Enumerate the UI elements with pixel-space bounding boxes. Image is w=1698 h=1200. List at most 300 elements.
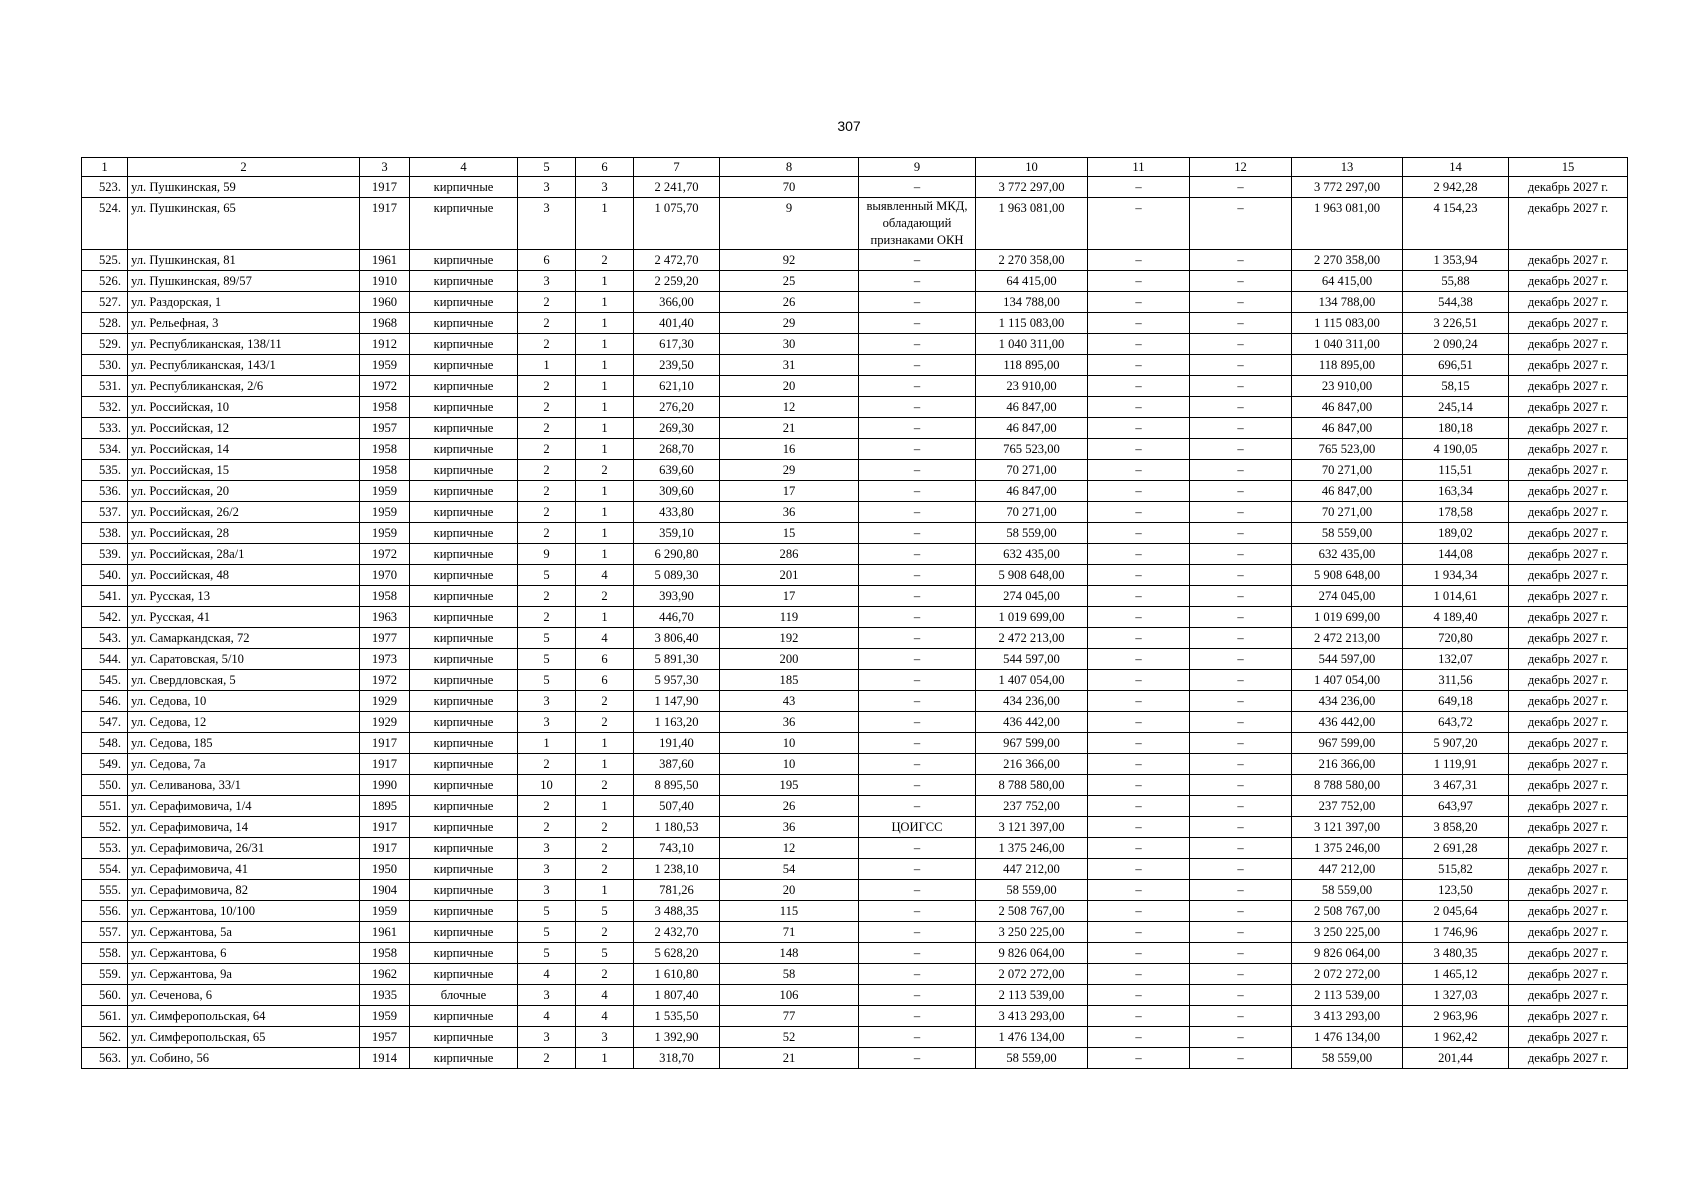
floors-cell: 2	[518, 586, 576, 607]
residents-cell: 17	[720, 481, 859, 502]
unit-cost-cell: 1 962,42	[1403, 1027, 1509, 1048]
owners-cost-cell: 2 508 767,00	[1292, 901, 1403, 922]
table-row	[82, 397, 1628, 418]
fund-cost-cell: –	[1088, 607, 1190, 628]
table-row	[82, 649, 1628, 670]
area-cell: 433,80	[634, 502, 720, 523]
year-cell: 1970	[360, 565, 410, 586]
budget-cost-cell: –	[1190, 691, 1292, 712]
area-cell: 191,40	[634, 733, 720, 754]
unit-cost-cell: 311,56	[1403, 670, 1509, 691]
table-row	[82, 670, 1628, 691]
address-cell: ул. Пушкинская, 81	[128, 250, 360, 271]
wall-material-cell: кирпичные	[410, 880, 518, 901]
total-cost-cell: 70 271,00	[976, 502, 1088, 523]
residents-cell: 36	[720, 817, 859, 838]
floors-cell: 2	[518, 502, 576, 523]
table-row	[82, 880, 1628, 901]
entrances-cell: 4	[576, 628, 634, 649]
owners-cost-cell: 70 271,00	[1292, 502, 1403, 523]
unit-cost-cell: 1 746,96	[1403, 922, 1509, 943]
budget-cost-cell: –	[1190, 775, 1292, 796]
column-number: 9	[859, 158, 976, 177]
row-number: 535.	[82, 460, 128, 481]
area-cell: 1 147,90	[634, 691, 720, 712]
residents-cell: 30	[720, 334, 859, 355]
wall-material-cell: кирпичные	[410, 838, 518, 859]
year-cell: 1961	[360, 250, 410, 271]
floors-cell: 1	[518, 355, 576, 376]
fund-cost-cell: –	[1088, 985, 1190, 1006]
wall-material-cell: кирпичные	[410, 313, 518, 334]
deadline-cell: декабрь 2027 г.	[1509, 733, 1628, 754]
total-cost-cell: 1 040 311,00	[976, 334, 1088, 355]
entrances-cell: 1	[576, 292, 634, 313]
entrances-cell: 1	[576, 1048, 634, 1069]
wall-material-cell: кирпичные	[410, 418, 518, 439]
address-cell: ул. Российская, 26/2	[128, 502, 360, 523]
status-cell: –	[859, 607, 976, 628]
fund-cost-cell: –	[1088, 796, 1190, 817]
address-cell: ул. Республиканская, 2/6	[128, 376, 360, 397]
status-cell: –	[859, 943, 976, 964]
owners-cost-cell: 237 752,00	[1292, 796, 1403, 817]
residents-cell: 36	[720, 712, 859, 733]
floors-cell: 1	[518, 733, 576, 754]
year-cell: 1968	[360, 313, 410, 334]
owners-cost-cell: 58 559,00	[1292, 1048, 1403, 1069]
owners-cost-cell: 3 772 297,00	[1292, 177, 1403, 198]
area-cell: 3 806,40	[634, 628, 720, 649]
wall-material-cell: кирпичные	[410, 964, 518, 985]
wall-material-cell: кирпичные	[410, 481, 518, 502]
area-cell: 309,60	[634, 481, 720, 502]
address-cell: ул. Рельефная, 3	[128, 313, 360, 334]
deadline-cell: декабрь 2027 г.	[1509, 796, 1628, 817]
fund-cost-cell: –	[1088, 439, 1190, 460]
year-cell: 1957	[360, 1027, 410, 1048]
residents-cell: 15	[720, 523, 859, 544]
entrances-cell: 1	[576, 544, 634, 565]
fund-cost-cell: –	[1088, 838, 1190, 859]
residents-cell: 29	[720, 460, 859, 481]
unit-cost-cell: 2 691,28	[1403, 838, 1509, 859]
column-number: 10	[976, 158, 1088, 177]
unit-cost-cell: 3 480,35	[1403, 943, 1509, 964]
table-row	[82, 964, 1628, 985]
table-row	[82, 250, 1628, 271]
row-number: 524.	[82, 198, 128, 250]
year-cell: 1972	[360, 670, 410, 691]
owners-cost-cell: 765 523,00	[1292, 439, 1403, 460]
floors-cell: 2	[518, 523, 576, 544]
year-cell: 1962	[360, 964, 410, 985]
row-number: 539.	[82, 544, 128, 565]
budget-cost-cell: –	[1190, 565, 1292, 586]
floors-cell: 2	[518, 817, 576, 838]
residents-cell: 17	[720, 586, 859, 607]
status-cell: –	[859, 691, 976, 712]
budget-cost-cell: –	[1190, 880, 1292, 901]
residents-cell: 195	[720, 775, 859, 796]
year-cell: 1959	[360, 481, 410, 502]
owners-cost-cell: 8 788 580,00	[1292, 775, 1403, 796]
owners-cost-cell: 46 847,00	[1292, 397, 1403, 418]
residents-cell: 77	[720, 1006, 859, 1027]
row-number: 552.	[82, 817, 128, 838]
status-cell: –	[859, 334, 976, 355]
fund-cost-cell: –	[1088, 859, 1190, 880]
wall-material-cell: кирпичные	[410, 691, 518, 712]
deadline-cell: декабрь 2027 г.	[1509, 712, 1628, 733]
row-number: 554.	[82, 859, 128, 880]
deadline-cell: декабрь 2027 г.	[1509, 880, 1628, 901]
budget-cost-cell: –	[1190, 460, 1292, 481]
column-number: 14	[1403, 158, 1509, 177]
area-cell: 239,50	[634, 355, 720, 376]
status-cell: –	[859, 985, 976, 1006]
status-cell: –	[859, 376, 976, 397]
floors-cell: 3	[518, 691, 576, 712]
status-cell: –	[859, 733, 976, 754]
row-number: 538.	[82, 523, 128, 544]
total-cost-cell: 2 472 213,00	[976, 628, 1088, 649]
residents-cell: 16	[720, 439, 859, 460]
total-cost-cell: 58 559,00	[976, 523, 1088, 544]
owners-cost-cell: 632 435,00	[1292, 544, 1403, 565]
address-cell: ул. Седова, 185	[128, 733, 360, 754]
area-cell: 269,30	[634, 418, 720, 439]
status-cell: выявленный МКД, обладающий признаками ОКН	[859, 198, 976, 250]
floors-cell: 2	[518, 607, 576, 628]
total-cost-cell: 46 847,00	[976, 418, 1088, 439]
row-number: 560.	[82, 985, 128, 1006]
unit-cost-cell: 1 119,91	[1403, 754, 1509, 775]
residents-cell: 36	[720, 502, 859, 523]
table-row	[82, 733, 1628, 754]
deadline-cell: декабрь 2027 г.	[1509, 418, 1628, 439]
residents-cell: 10	[720, 733, 859, 754]
row-number: 537.	[82, 502, 128, 523]
floors-cell: 2	[518, 796, 576, 817]
address-cell: ул. Самаркандская, 72	[128, 628, 360, 649]
area-cell: 268,70	[634, 439, 720, 460]
residents-cell: 12	[720, 397, 859, 418]
row-number: 563.	[82, 1048, 128, 1069]
owners-cost-cell: 3 250 225,00	[1292, 922, 1403, 943]
address-cell: ул. Российская, 28	[128, 523, 360, 544]
residents-cell: 9	[720, 198, 859, 250]
year-cell: 1973	[360, 649, 410, 670]
wall-material-cell: кирпичные	[410, 586, 518, 607]
status-cell: –	[859, 481, 976, 502]
row-number: 543.	[82, 628, 128, 649]
area-cell: 401,40	[634, 313, 720, 334]
column-number: 6	[576, 158, 634, 177]
fund-cost-cell: –	[1088, 198, 1190, 250]
year-cell: 1963	[360, 607, 410, 628]
unit-cost-cell: 2 963,96	[1403, 1006, 1509, 1027]
row-number: 542.	[82, 607, 128, 628]
row-number: 558.	[82, 943, 128, 964]
table-row	[82, 544, 1628, 565]
deadline-cell: декабрь 2027 г.	[1509, 271, 1628, 292]
residents-cell: 31	[720, 355, 859, 376]
row-number: 525.	[82, 250, 128, 271]
year-cell: 1950	[360, 859, 410, 880]
year-cell: 1958	[360, 460, 410, 481]
table-row	[82, 607, 1628, 628]
area-cell: 1 807,40	[634, 985, 720, 1006]
wall-material-cell: кирпичные	[410, 250, 518, 271]
area-cell: 5 957,30	[634, 670, 720, 691]
floors-cell: 3	[518, 985, 576, 1006]
deadline-cell: декабрь 2027 г.	[1509, 1006, 1628, 1027]
address-cell: ул. Седова, 10	[128, 691, 360, 712]
wall-material-cell: кирпичные	[410, 355, 518, 376]
residents-cell: 119	[720, 607, 859, 628]
area-cell: 1 075,70	[634, 198, 720, 250]
unit-cost-cell: 245,14	[1403, 397, 1509, 418]
area-cell: 1 163,20	[634, 712, 720, 733]
wall-material-cell: кирпичные	[410, 901, 518, 922]
budget-cost-cell: –	[1190, 418, 1292, 439]
status-cell: –	[859, 565, 976, 586]
entrances-cell: 1	[576, 523, 634, 544]
entrances-cell: 1	[576, 796, 634, 817]
floors-cell: 2	[518, 397, 576, 418]
total-cost-cell: 1 407 054,00	[976, 670, 1088, 691]
wall-material-cell: кирпичные	[410, 712, 518, 733]
year-cell: 1959	[360, 1006, 410, 1027]
total-cost-cell: 2 072 272,00	[976, 964, 1088, 985]
status-cell: –	[859, 859, 976, 880]
entrances-cell: 2	[576, 460, 634, 481]
unit-cost-cell: 4 154,23	[1403, 198, 1509, 250]
status-cell: –	[859, 271, 976, 292]
owners-cost-cell: 274 045,00	[1292, 586, 1403, 607]
table-row	[82, 565, 1628, 586]
floors-cell: 3	[518, 880, 576, 901]
fund-cost-cell: –	[1088, 313, 1190, 334]
address-cell: ул. Русская, 41	[128, 607, 360, 628]
residents-cell: 29	[720, 313, 859, 334]
row-number: 546.	[82, 691, 128, 712]
residents-cell: 26	[720, 796, 859, 817]
fund-cost-cell: –	[1088, 964, 1190, 985]
address-cell: ул. Сержантова, 10/100	[128, 901, 360, 922]
unit-cost-cell: 3 858,20	[1403, 817, 1509, 838]
floors-cell: 2	[518, 439, 576, 460]
owners-cost-cell: 1 375 246,00	[1292, 838, 1403, 859]
unit-cost-cell: 3 467,31	[1403, 775, 1509, 796]
budget-cost-cell: –	[1190, 544, 1292, 565]
unit-cost-cell: 3 226,51	[1403, 313, 1509, 334]
year-cell: 1972	[360, 544, 410, 565]
residents-cell: 26	[720, 292, 859, 313]
table-row	[82, 859, 1628, 880]
table-row	[82, 292, 1628, 313]
entrances-cell: 1	[576, 376, 634, 397]
row-number: 541.	[82, 586, 128, 607]
table-row	[82, 712, 1628, 733]
deadline-cell: декабрь 2027 г.	[1509, 901, 1628, 922]
address-cell: ул. Сержантова, 6	[128, 943, 360, 964]
area-cell: 2 432,70	[634, 922, 720, 943]
floors-cell: 5	[518, 901, 576, 922]
area-cell: 2 472,70	[634, 250, 720, 271]
table-row	[82, 817, 1628, 838]
total-cost-cell: 1 019 699,00	[976, 607, 1088, 628]
year-cell: 1929	[360, 691, 410, 712]
owners-cost-cell: 2 270 358,00	[1292, 250, 1403, 271]
fund-cost-cell: –	[1088, 334, 1190, 355]
residents-cell: 58	[720, 964, 859, 985]
table-row	[82, 334, 1628, 355]
table-row	[82, 691, 1628, 712]
area-cell: 387,60	[634, 754, 720, 775]
status-cell: –	[859, 586, 976, 607]
entrances-cell: 2	[576, 817, 634, 838]
fund-cost-cell: –	[1088, 586, 1190, 607]
owners-cost-cell: 64 415,00	[1292, 271, 1403, 292]
budget-cost-cell: –	[1190, 271, 1292, 292]
year-cell: 1958	[360, 397, 410, 418]
fund-cost-cell: –	[1088, 1006, 1190, 1027]
budget-cost-cell: –	[1190, 334, 1292, 355]
address-cell: ул. Российская, 15	[128, 460, 360, 481]
table-row	[82, 796, 1628, 817]
residents-cell: 201	[720, 565, 859, 586]
table-row	[82, 355, 1628, 376]
status-cell: –	[859, 355, 976, 376]
residents-cell: 185	[720, 670, 859, 691]
deadline-cell: декабрь 2027 г.	[1509, 523, 1628, 544]
deadline-cell: декабрь 2027 г.	[1509, 859, 1628, 880]
total-cost-cell: 2 270 358,00	[976, 250, 1088, 271]
year-cell: 1917	[360, 754, 410, 775]
unit-cost-cell: 2 942,28	[1403, 177, 1509, 198]
unit-cost-cell: 4 189,40	[1403, 607, 1509, 628]
address-cell: ул. Республиканская, 143/1	[128, 355, 360, 376]
row-number: 532.	[82, 397, 128, 418]
unit-cost-cell: 163,34	[1403, 481, 1509, 502]
total-cost-cell: 2 113 539,00	[976, 985, 1088, 1006]
wall-material-cell: кирпичные	[410, 565, 518, 586]
total-cost-cell: 1 963 081,00	[976, 198, 1088, 250]
fund-cost-cell: –	[1088, 565, 1190, 586]
fund-cost-cell: –	[1088, 901, 1190, 922]
floors-cell: 3	[518, 198, 576, 250]
floors-cell: 3	[518, 859, 576, 880]
column-number-row	[82, 158, 1628, 177]
wall-material-cell: кирпичные	[410, 1048, 518, 1069]
deadline-cell: декабрь 2027 г.	[1509, 1048, 1628, 1069]
area-cell: 393,90	[634, 586, 720, 607]
floors-cell: 2	[518, 376, 576, 397]
floors-cell: 3	[518, 838, 576, 859]
total-cost-cell: 765 523,00	[976, 439, 1088, 460]
wall-material-cell: кирпичные	[410, 460, 518, 481]
status-cell: –	[859, 177, 976, 198]
total-cost-cell: 2 508 767,00	[976, 901, 1088, 922]
area-cell: 1 535,50	[634, 1006, 720, 1027]
table-row	[82, 523, 1628, 544]
deadline-cell: декабрь 2027 г.	[1509, 649, 1628, 670]
total-cost-cell: 447 212,00	[976, 859, 1088, 880]
entrances-cell: 4	[576, 1006, 634, 1027]
entrances-cell: 5	[576, 943, 634, 964]
entrances-cell: 6	[576, 649, 634, 670]
floors-cell: 4	[518, 1006, 576, 1027]
owners-cost-cell: 216 366,00	[1292, 754, 1403, 775]
deadline-cell: декабрь 2027 г.	[1509, 439, 1628, 460]
unit-cost-cell: 144,08	[1403, 544, 1509, 565]
floors-cell: 3	[518, 271, 576, 292]
fund-cost-cell: –	[1088, 880, 1190, 901]
deadline-cell: декабрь 2027 г.	[1509, 964, 1628, 985]
owners-cost-cell: 434 236,00	[1292, 691, 1403, 712]
status-cell: –	[859, 313, 976, 334]
year-cell: 1917	[360, 838, 410, 859]
table-row	[82, 943, 1628, 964]
budget-cost-cell: –	[1190, 177, 1292, 198]
deadline-cell: декабрь 2027 г.	[1509, 922, 1628, 943]
status-cell: –	[859, 922, 976, 943]
residents-cell: 43	[720, 691, 859, 712]
status-cell: –	[859, 439, 976, 460]
address-cell: ул. Серафимовича, 26/31	[128, 838, 360, 859]
fund-cost-cell: –	[1088, 250, 1190, 271]
table-row	[82, 376, 1628, 397]
budget-cost-cell: –	[1190, 838, 1292, 859]
address-cell: ул. Сержантова, 9а	[128, 964, 360, 985]
deadline-cell: декабрь 2027 г.	[1509, 628, 1628, 649]
area-cell: 5 628,20	[634, 943, 720, 964]
fund-cost-cell: –	[1088, 628, 1190, 649]
status-cell: –	[859, 1006, 976, 1027]
fund-cost-cell: –	[1088, 544, 1190, 565]
budget-cost-cell: –	[1190, 313, 1292, 334]
owners-cost-cell: 3 413 293,00	[1292, 1006, 1403, 1027]
residents-cell: 21	[720, 418, 859, 439]
area-cell: 318,70	[634, 1048, 720, 1069]
entrances-cell: 2	[576, 859, 634, 880]
area-cell: 1 392,90	[634, 1027, 720, 1048]
deadline-cell: декабрь 2027 г.	[1509, 481, 1628, 502]
owners-cost-cell: 46 847,00	[1292, 481, 1403, 502]
wall-material-cell: кирпичные	[410, 670, 518, 691]
unit-cost-cell: 1 014,61	[1403, 586, 1509, 607]
table-row	[82, 177, 1628, 198]
entrances-cell: 1	[576, 754, 634, 775]
column-number: 4	[410, 158, 518, 177]
fund-cost-cell: –	[1088, 775, 1190, 796]
residents-cell: 286	[720, 544, 859, 565]
table-row	[82, 313, 1628, 334]
address-cell: ул. Саратовская, 5/10	[128, 649, 360, 670]
table-row	[82, 198, 1628, 250]
wall-material-cell: кирпичные	[410, 1006, 518, 1027]
wall-material-cell: кирпичные	[410, 334, 518, 355]
total-cost-cell: 64 415,00	[976, 271, 1088, 292]
status-cell: –	[859, 523, 976, 544]
address-cell: ул. Российская, 10	[128, 397, 360, 418]
wall-material-cell: кирпичные	[410, 733, 518, 754]
owners-cost-cell: 1 407 054,00	[1292, 670, 1403, 691]
table-row	[82, 1006, 1628, 1027]
address-cell: ул. Российская, 20	[128, 481, 360, 502]
